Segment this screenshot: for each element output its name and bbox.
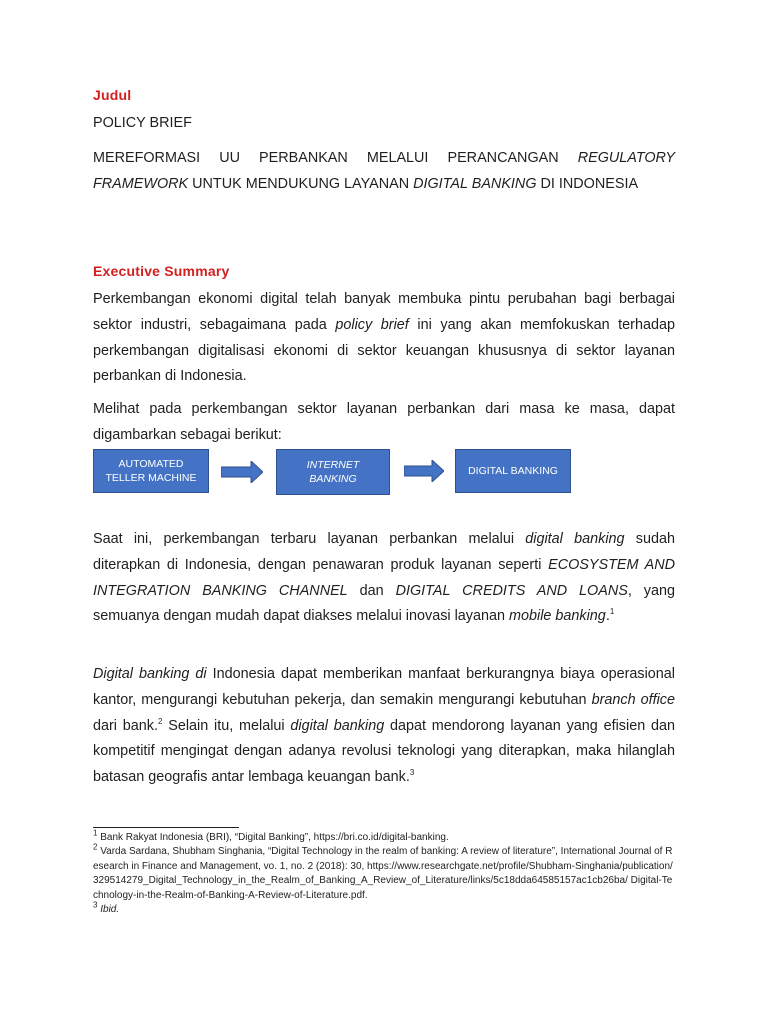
footnote-2: [93, 845, 675, 903]
footnote-1: [93, 828, 675, 845]
doc-type: POLICY BRIEF: [93, 115, 192, 131]
document-title: [93, 146, 675, 198]
title-italic2: DIGITAL BANKING: [413, 175, 537, 192]
paragraph-3: [93, 527, 675, 630]
flow-box-ib-line2: BANKING: [309, 473, 357, 485]
p4-b: dari bank.: [93, 717, 158, 734]
paragraph-2: Melihat pada perkembangan sektor layanan perbankan dari masa ke masa, dapat digambarkan sebagai berikut:: [93, 401, 675, 443]
p3-italic2: ECOSYSTEM AND INTEGRATION BANKING CHANNEL: [93, 556, 675, 599]
p3-italic4: mobile banking: [509, 608, 606, 625]
p3-d: , yang semuanya dengan mudah dapat diakses melalui inovasi layanan: [93, 582, 675, 625]
executive-summary-heading: Executive Summary: [93, 263, 230, 279]
p3-e: .: [605, 608, 610, 625]
paragraph-4: [93, 662, 675, 791]
footnote-1-number: 1: [93, 828, 98, 838]
footnote-2-number: 2: [93, 843, 98, 853]
footnote-ref-3[interactable]: 3: [409, 768, 415, 778]
footnote-3-text: Ibid.: [100, 904, 120, 916]
flow-box-atm-line2: TELLER MACHINE: [105, 472, 197, 484]
footnote-divider: [93, 827, 239, 828]
footnote-2-text[interactable]: Varda Sardana, Shubham Singhania, “Digital Technology in the realm of banking: A review of literature”, International Journal of Research in Finance and Management, vo. 1, no. 2 (2018): 30, https://www.researchgate.net/profile/Shubham-Singhania/publication/329514279_Digital_Technology_in_the_Realm_of_Banking_A_Review_of_Literature/links/5c18dda64585157ac1cb26ba/ Digital-Technology-in-the-Realm-of-Banking-A-Review-of-Literature.pdf.: [93, 846, 673, 901]
p4-italic2: branch office: [591, 691, 675, 708]
flow-box-internet-banking: [276, 449, 390, 495]
p3-c: dan: [347, 582, 396, 599]
flow-box-atm: [93, 449, 209, 493]
p4-italic3: digital banking: [290, 717, 385, 734]
title-part2: UNTUK MENDUKUNG LAYANAN: [188, 175, 414, 192]
footnotes: [93, 828, 675, 917]
footnote-1-text[interactable]: Bank Rakyat Indonesia (BRI), “Digital Banking”, https://bri.co.id/digital-banking.: [97, 832, 449, 843]
p4-c: Selain itu, melalui: [162, 717, 291, 734]
flow-box-atm-line1: AUTOMATED: [118, 458, 184, 470]
p4-d: dapat mendorong layanan yang efisien dan kompetitif mengingat dengan adanya revolusi teknologi yang diterapkan, maka hilanglah batasan geografis antar lembaga keuangan bank.: [93, 717, 675, 786]
flow-box-db-label: DIGITAL BANKING: [468, 465, 558, 477]
p1-b: ini yang akan memfokuskan terhadap perkembangan digitalisasi ekonomi di sektor keuangan khususnya di sektor layanan perbankan di Indonesia.: [93, 316, 675, 385]
arrow-right-icon: [404, 460, 444, 482]
flow-box-digital-banking: [455, 449, 571, 493]
footnote-ref-1[interactable]: 1: [609, 607, 615, 617]
p1-a: Perkembangan ekonomi digital telah banyak membuka pintu perubahan bagi berbagai sektor industri, sebagaimana pada: [93, 291, 675, 333]
title-part1: MEREFORMASI UU PERBANKAN MELALUI PERANCANGAN: [93, 150, 578, 166]
footnote-3: [93, 900, 675, 917]
p3-a: Saat ini, perkembangan terbaru layanan perbankan melalui: [93, 531, 526, 547]
p4-italic1: Digital banking di: [93, 666, 207, 682]
p3-italic3: DIGITAL CREDITS AND LOANS: [395, 582, 628, 599]
banking-evolution-diagram: [93, 449, 675, 497]
p1-italic: policy brief: [335, 316, 409, 333]
judul-heading: Judul: [93, 87, 132, 103]
paragraph-1: [93, 287, 675, 390]
footnote-3-number: 3: [93, 900, 98, 910]
title-italic1: REGULATORY FRAMEWORK: [93, 150, 675, 192]
title-part3: DI INDONESIA: [536, 175, 639, 192]
flow-box-ib-line1: INTERNET: [306, 459, 360, 471]
arrow-right-icon: [221, 461, 263, 483]
p4-a: Indonesia dapat memberikan manfaat berkurangnya biaya operasional kantor, mengurangi kebutuhan pekerja, dan semakin mengurangi kebutuhan: [93, 666, 675, 708]
p3-italic1: digital banking: [525, 531, 625, 547]
p3-b: sudah diterapkan di Indonesia, dengan penawaran produk layanan seperti: [93, 531, 675, 573]
footnote-ref-2[interactable]: 2: [158, 716, 163, 726]
